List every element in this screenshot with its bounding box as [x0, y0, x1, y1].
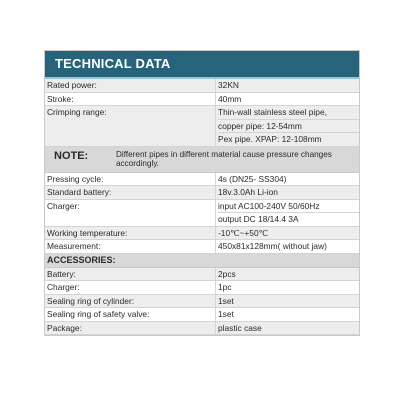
note-box: [45, 147, 359, 173]
technical-data-sheet: [44, 50, 360, 336]
spec-value-line: 1set: [218, 309, 234, 319]
spec-row: [45, 268, 359, 282]
spec-value: [216, 281, 359, 294]
spec-value: [216, 268, 359, 281]
spec-label: Battery:: [45, 268, 216, 281]
spec-label: Measurement:: [45, 240, 216, 253]
spec-row: [45, 308, 359, 322]
spec-row: [45, 186, 359, 200]
spec-row: [45, 227, 359, 241]
spec-row: [45, 281, 359, 295]
note-text: Different pipes in different material cause pressure changes accordingly.: [116, 149, 332, 168]
spec-row: [45, 322, 359, 336]
spec-value: [216, 79, 359, 92]
spec-value-line: input AC100-240V 50/60Hz: [218, 200, 359, 214]
spec-label: Standard battery:: [45, 186, 216, 199]
spec-value-line: 1pc: [218, 282, 232, 292]
spec-value-line: 18v.3.0Ah Li-ion: [218, 187, 278, 197]
spec-value-line: output DC 18/14.4 3A: [218, 214, 299, 224]
spec-row: [45, 240, 359, 254]
spec-value-line: 1set: [218, 295, 234, 306]
note-label: NOTE:: [54, 149, 89, 162]
spec-label: Crimping range:: [45, 106, 216, 146]
spec-value: [216, 295, 359, 308]
spec-label: Charger:: [45, 281, 216, 294]
spec-value: [216, 227, 359, 240]
spec-value-line: 32KN: [218, 80, 239, 90]
spec-label: Working temperature:: [45, 227, 216, 240]
spec-value: [216, 240, 359, 253]
specs-mid-group: [45, 173, 359, 254]
accessories-heading: ACCESSORIES:: [45, 254, 359, 268]
spec-value-line: -10℃~+50℃: [218, 227, 269, 238]
spec-value: [216, 93, 359, 106]
spec-value: [216, 308, 359, 321]
sheet-title: TECHNICAL DATA: [45, 51, 359, 77]
accessories-group: [45, 268, 359, 336]
spec-value: [216, 322, 359, 335]
spec-value-line: Pex pipe. XPAP: 12-108mm: [218, 134, 322, 144]
spec-value-line: 450x81x128mm( without jaw): [218, 241, 327, 251]
spec-row: [45, 200, 359, 227]
spec-label: Stroke:: [45, 93, 216, 106]
spec-value: [216, 106, 359, 146]
spec-label: Rated power:: [45, 79, 216, 92]
spec-row: [45, 295, 359, 309]
spec-label: Package:: [45, 322, 216, 335]
spec-label: Sealing ring of cylinder:: [45, 295, 216, 308]
specs-top-group: [45, 79, 359, 147]
spec-label: Charger:: [45, 200, 216, 226]
spec-row: [45, 106, 359, 147]
spec-value-line: Thin-wall stainless steel pipe,: [218, 106, 359, 120]
spec-row: [45, 173, 359, 187]
spec-value-line: 4s (DN25- SS304): [218, 173, 287, 184]
spec-label: Sealing ring of safety valve:: [45, 308, 216, 321]
spec-value-line: copper pipe: 12-54mm: [218, 120, 359, 134]
spec-value: [216, 173, 359, 186]
spec-label: Pressing cycle:: [45, 173, 216, 186]
spec-value-line: plastic case: [218, 322, 262, 333]
spec-value-line: 40mm: [218, 93, 242, 104]
spec-value-line: 2pcs: [218, 268, 236, 279]
spec-row: [45, 93, 359, 107]
spec-value: [216, 186, 359, 199]
spec-value: [216, 200, 359, 226]
spec-row: [45, 79, 359, 93]
